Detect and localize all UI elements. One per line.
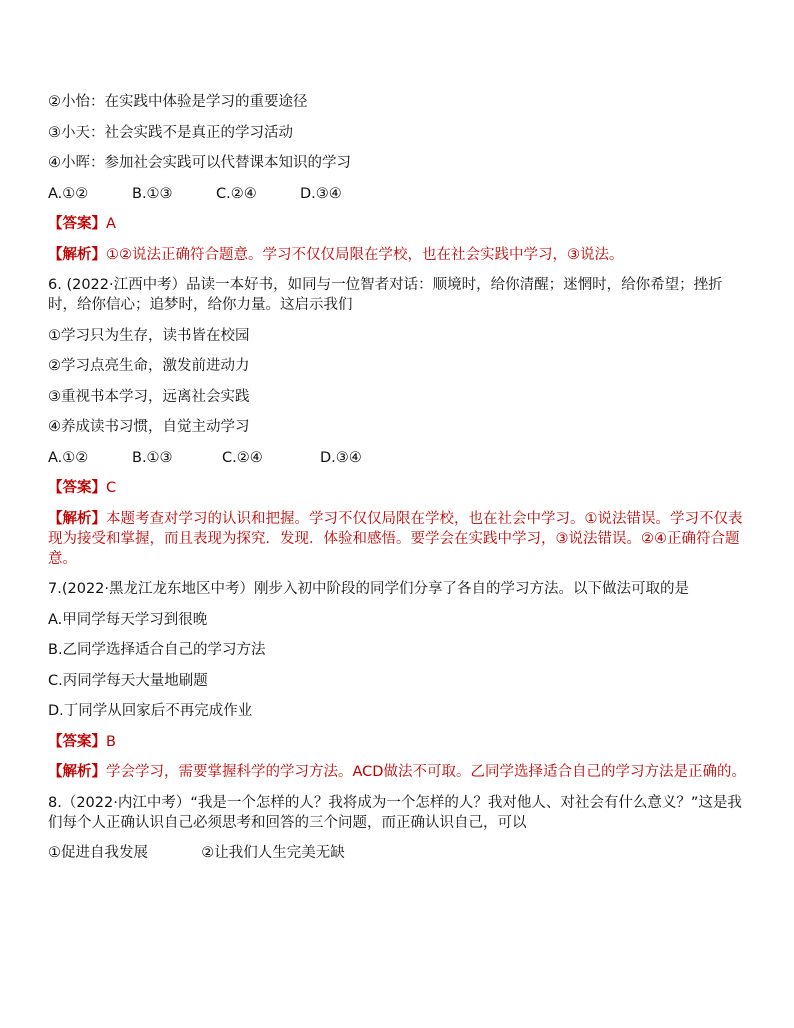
q6-item-2: ②学习点亮生命，激发前进动力: [48, 358, 250, 374]
document-page: [48, 92, 748, 874]
q7-analysis-text: 学会学习，需要掌握科学的学习方法。ACD做法不可取。乙同学选择适合自己的学习方法是正确的。: [106, 764, 746, 780]
question-7: [48, 579, 748, 782]
q5-item-3: ③小天：社会实践不是真正的学习活动: [48, 124, 293, 141]
q8-option-2: ②让我们人生完美无缺: [201, 845, 345, 861]
q5-answer-label: 【答案】: [48, 216, 106, 232]
q7-stem: 7.(2022·黑龙江龙东地区中考）刚步入初中阶段的同学们分享了各自的学习方法。以下做法可取的是: [48, 581, 689, 597]
q5-item-4: ④小晖：参加社会实践可以代替课本知识的学习: [48, 155, 351, 171]
q7-analysis-label: 【解析】: [48, 764, 106, 780]
q5-option-c: C.②④: [216, 185, 257, 202]
q7-answer: [48, 732, 748, 763]
q6-analysis: [48, 509, 748, 569]
q6-answer: [48, 478, 748, 509]
q5-analysis-text: ①②说法正确符合题意。学习不仅仅局限在学校，也在社会实践中学习，③说法。: [106, 246, 624, 263]
q7-answer-label: 【答案】: [48, 733, 106, 750]
question-6: [48, 275, 748, 569]
q7-answer-value: B: [106, 733, 116, 750]
q5-analysis-label: 【解析】: [48, 246, 106, 263]
q6-item-4: ④养成读书习惯，自觉主动学习: [48, 419, 250, 435]
q5-option-d: D.③④: [300, 185, 342, 202]
q5-answer: [48, 214, 748, 245]
question-5: [48, 92, 748, 275]
q6-options: [48, 448, 748, 479]
q6-answer-value: C: [106, 480, 117, 496]
q5-options: [48, 184, 748, 215]
q7-option-c: C.丙同学每天大量地刷题: [48, 672, 208, 689]
q6-item-1: ①学习只为生存，读书皆在校园: [48, 327, 250, 344]
q6-analysis-label: 【解析】: [48, 510, 106, 527]
q8-options: [48, 843, 748, 874]
q8-option-1: ①促进自我发展: [48, 845, 148, 861]
q6-option-c: C.②④: [222, 449, 263, 466]
q7-option-b: B.乙同学选择适合自己的学习方法: [48, 642, 266, 658]
question-8: [48, 793, 748, 874]
q5-answer-value: A: [106, 216, 116, 232]
q6-answer-label: 【答案】: [48, 480, 106, 496]
q8-stem: 8.（2022·内江中考）“我是一个怎样的人？我将成为一个怎样的人？我对他人、对社会有什么意义？”这是我们每个人正确认识自己必须思考和回答的三个问题，而正确认识自己，可以: [48, 794, 742, 831]
q6-analysis-text: 本题考查对学习的认识和把握。学习不仅仅局限在学校，也在社会中学习。①说法错误。学习不仅表现为接受和掌握，而且表现为探究．发现．体验和感悟。要学会在实践中学习，③说法错误。②④正确符合题意。: [48, 510, 743, 567]
q6-stem: 6. (2022·江西中考）品读一本好书，如同与一位智者对话：顺境时，给你清醒；迷惘时，给你希望；挫折时，给你信心；追梦时，给你力量。这启示我们: [48, 277, 723, 313]
q6-option-b: B.①③: [132, 449, 173, 466]
q6-option-a: A.①②: [48, 449, 89, 466]
q6-item-3: ③重视书本学习，远离社会实践: [48, 388, 250, 405]
q7-option-d: D.丁同学从回家后不再完成作业: [48, 703, 253, 719]
q5-option-a: A.①②: [48, 185, 89, 202]
q5-analysis: [48, 245, 748, 276]
q6-option-d: D.③④: [320, 449, 362, 466]
q5-item-2: ②小怡：在实践中体验是学习的重要途径: [48, 94, 308, 110]
q7-analysis: [48, 762, 748, 782]
q7-option-a: A.甲同学每天学习到很晚: [48, 611, 208, 628]
q5-option-b: B.①③: [132, 185, 173, 202]
